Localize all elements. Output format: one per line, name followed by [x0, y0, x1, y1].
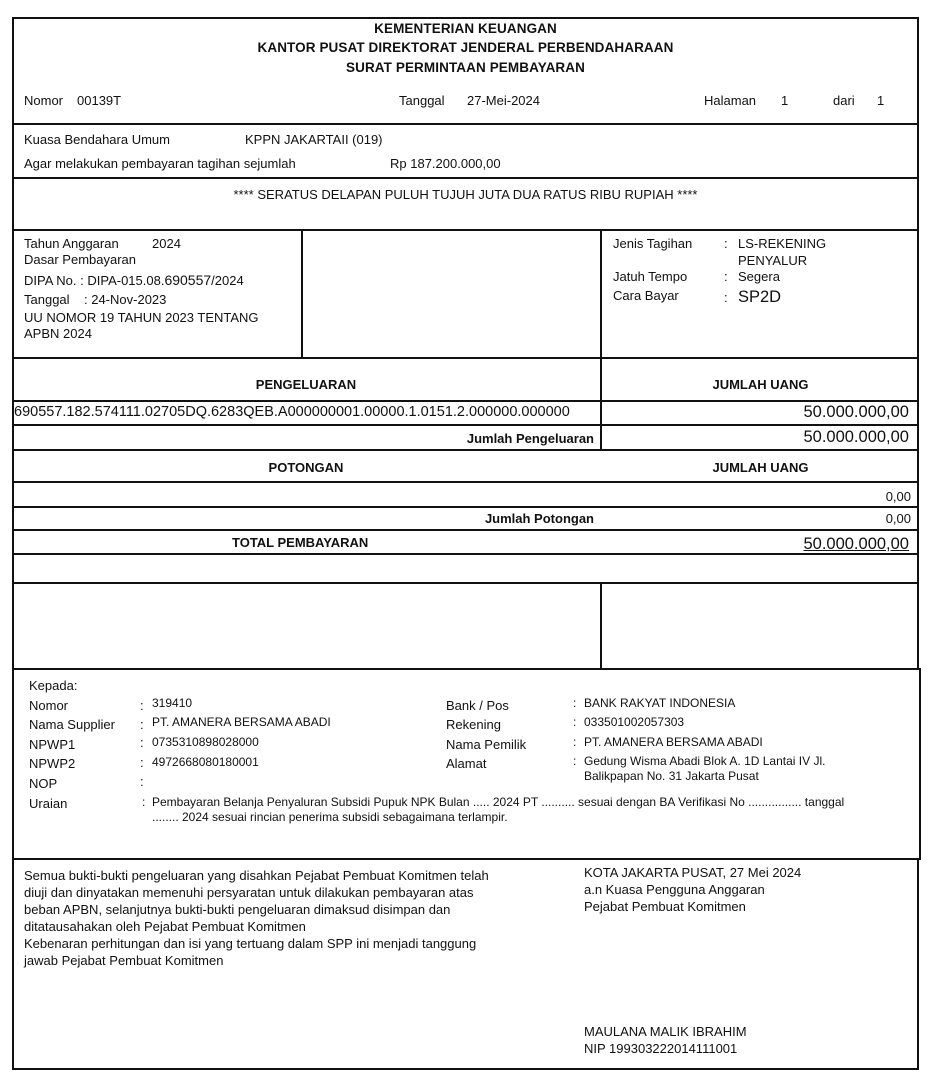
pengeluaran-body-frame: [12, 400, 919, 451]
jatuh-tempo-label: Jatuh Tempo: [613, 269, 688, 284]
uraian-line-2: ........ 2024 sesuai rincian penerima subsidi sebagaimana terlampir.: [152, 810, 508, 824]
signature-position: Pejabat Pembuat Komitmen: [584, 899, 746, 914]
uu-line-1: UU NOMOR 19 TAHUN 2023 TENTANG: [24, 310, 259, 325]
pengeluaran-code: 690557.182.574111.02705DQ.6283QEB.A000000001.00000.1.0151.2.000000.000000: [14, 404, 570, 420]
bank-colon: :: [573, 696, 577, 710]
jatuh-tempo-colon: :: [724, 269, 728, 284]
npwp1-colon: :: [140, 735, 144, 750]
kepada-title: Kepada:: [29, 678, 78, 693]
jumlah-pengeluaran-value: 50.000.000,00: [803, 428, 909, 446]
kepada-nomor-colon: :: [140, 698, 144, 713]
rekening-colon: :: [573, 715, 577, 729]
row-divider: [12, 481, 919, 483]
terbilang-section: [12, 177, 919, 231]
pengeluaran-amount-header: JUMLAH UANG: [712, 377, 809, 392]
nama-supplier-colon: :: [140, 717, 144, 732]
potongan-amount-header: JUMLAH UANG: [712, 460, 809, 475]
nop-colon: :: [140, 774, 144, 789]
cara-bayar-label: Cara Bayar: [613, 288, 679, 303]
kepada-nomor-value: 319410: [152, 696, 193, 710]
blank-row: [12, 553, 919, 584]
signature-on-behalf: a.n Kuasa Pengguna Anggaran: [584, 882, 765, 897]
jenis-tagihan-value-2: PENYALUR: [738, 253, 808, 268]
nomor-value: 00139T: [77, 93, 122, 108]
office-title: KANTOR PUSAT DIREKTORAT JENDERAL PERBENDAHARAAN: [257, 40, 674, 55]
signature-place-date: KOTA JAKARTA PUSAT, 27 Mei 2024: [584, 865, 802, 880]
dasar-divider-1: [301, 229, 303, 359]
potongan-header: POTONGAN: [268, 460, 344, 475]
amount-in-words: **** SERATUS DELAPAN PULUH TUJUH JUTA DUA RATUS RIBU RUPIAH ****: [233, 187, 698, 202]
npwp1-value: 0735310898028000: [152, 735, 259, 749]
potongan-amount: 0,00: [885, 489, 911, 504]
uraian-label: Uraian: [29, 796, 68, 811]
uraian-line-1: Pembayaran Belanja Penyaluran Subsidi Pupuk NPK Bulan ..... 2024 PT .......... sesuai dengan BA Verifikasi No ................ tanggal: [152, 795, 845, 809]
nama-supplier-label: Nama Supplier: [29, 717, 115, 732]
dipa-line: [24, 273, 244, 287]
jumlah-potongan-value: 0,00: [885, 511, 911, 526]
signatory-name: MAULANA MALIK IBRAHIM: [584, 1024, 747, 1039]
pernyataan-line-5: Kebenaran perhitungan dan isi yang tertuang dalam SPP ini menjadi tanggung: [24, 936, 477, 951]
nama-pemilik-value: PT. AMANERA BERSAMA ABADI: [584, 735, 763, 749]
tagihan-label: Agar melakukan pembayaran tagihan sejumlah: [24, 156, 296, 171]
dipa-tanggal-value: : 24-Nov-2023: [84, 292, 167, 307]
halaman-label: Halaman: [704, 93, 757, 108]
pernyataan-line-3: beban APBN, selanjutnya bukti-bukti pengeluaran dimaksud disimpan dan: [24, 902, 451, 917]
dari-label: dari: [833, 93, 855, 108]
empty-block-divider: [600, 582, 602, 670]
alamat-value-2: Balikpapan No. 31 Jakarta Pusat: [584, 769, 759, 783]
nama-supplier-value: PT. AMANERA BERSAMA ABADI: [152, 715, 331, 729]
npwp2-label: NPWP2: [29, 756, 76, 771]
ministry-title: KEMENTERIAN KEUANGAN: [374, 21, 557, 36]
jumlah-pengeluaran-label: Jumlah Pengeluaran: [466, 431, 594, 446]
dipa-tanggal-label: Tanggal: [24, 292, 70, 307]
jatuh-tempo-value: Segera: [738, 269, 780, 284]
empty-block: [12, 582, 919, 670]
dasar-divider-2: [600, 229, 602, 359]
nop-label: NOP: [29, 776, 58, 791]
jenis-tagihan-label: Jenis Tagihan: [613, 236, 693, 251]
jumlah-potongan-label: Jumlah Potongan: [484, 511, 594, 526]
uu-line-2: APBN 2024: [24, 326, 92, 341]
tanggal-value: 27-Mei-2024: [467, 93, 540, 108]
pernyataan-line-1: Semua bukti-bukti pengeluaran yang disahkan Pejabat Pembuat Komitmen telah: [24, 868, 489, 883]
tanggal-label: Tanggal: [399, 93, 445, 108]
dipa-suffix: /2024: [211, 273, 244, 288]
dipa-number: 690557: [164, 272, 212, 288]
cara-bayar-colon: :: [724, 290, 728, 305]
total-pembayaran-value: 50.000.000,00: [803, 535, 909, 553]
nama-pemilik-colon: :: [573, 735, 577, 749]
signatory-nip: NIP 199303222014111001: [584, 1041, 738, 1056]
tahun-anggaran-label: Tahun Anggaran: [24, 236, 119, 251]
pernyataan-line-4: ditatausahakan oleh Pejabat Pembuat Komitmen: [24, 919, 306, 934]
nama-pemilik-label: Nama Pemilik: [446, 737, 527, 752]
kbu-value: KPPN JAKARTAII (019): [245, 132, 383, 147]
dipa-label: DIPA No. :: [24, 273, 84, 288]
kbu-label: Kuasa Bendahara Umum: [24, 132, 170, 147]
tagihan-amount: Rp 187.200.000,00: [390, 156, 501, 171]
bank-value: BANK RAKYAT INDONESIA: [584, 696, 736, 710]
halaman-value: 1: [781, 93, 789, 108]
npwp1-label: NPWP1: [29, 737, 76, 752]
alamat-value-1: Gedung Wisma Abadi Blok A. 1D Lantai IV Jl.: [584, 754, 826, 768]
pernyataan-line-6: jawab Pejabat Pembuat Komitmen: [24, 953, 224, 968]
kepada-nomor-label: Nomor: [29, 698, 69, 713]
rekening-value: 033501002057303: [584, 715, 685, 729]
dipa-prefix: DIPA-015.08.: [87, 273, 165, 288]
document-title: SURAT PERMINTAAN PEMBAYARAN: [346, 60, 585, 75]
tahun-anggaran-value: 2024: [152, 236, 181, 251]
row-divider: [12, 529, 919, 531]
dasar-pembayaran-label: Dasar Pembayaran: [24, 252, 136, 267]
jenis-tagihan-colon: :: [724, 236, 728, 251]
pernyataan-line-2: diuji dan dinyatakan memenuhi persyaratan untuk dilakukan pembayaran atas: [24, 885, 474, 900]
uraian-colon: :: [142, 795, 146, 809]
row-divider: [12, 506, 919, 508]
bank-label: Bank / Pos: [446, 698, 509, 713]
jenis-tagihan-value-1: LS-REKENING: [738, 236, 827, 251]
dari-value: 1: [877, 93, 885, 108]
npwp2-value: 4972668080180001: [152, 755, 259, 769]
npwp2-colon: :: [140, 755, 144, 770]
total-pembayaran-label: TOTAL PEMBAYARAN: [232, 535, 369, 550]
cara-bayar-value: SP2D: [738, 288, 782, 306]
rekening-label: Rekening: [446, 717, 501, 732]
nomor-label: Nomor: [24, 93, 64, 108]
pengeluaran-amount: 50.000.000,00: [803, 403, 909, 421]
alamat-colon: :: [573, 754, 577, 768]
alamat-label: Alamat: [446, 756, 487, 771]
pengeluaran-header: PENGELUARAN: [255, 377, 357, 392]
